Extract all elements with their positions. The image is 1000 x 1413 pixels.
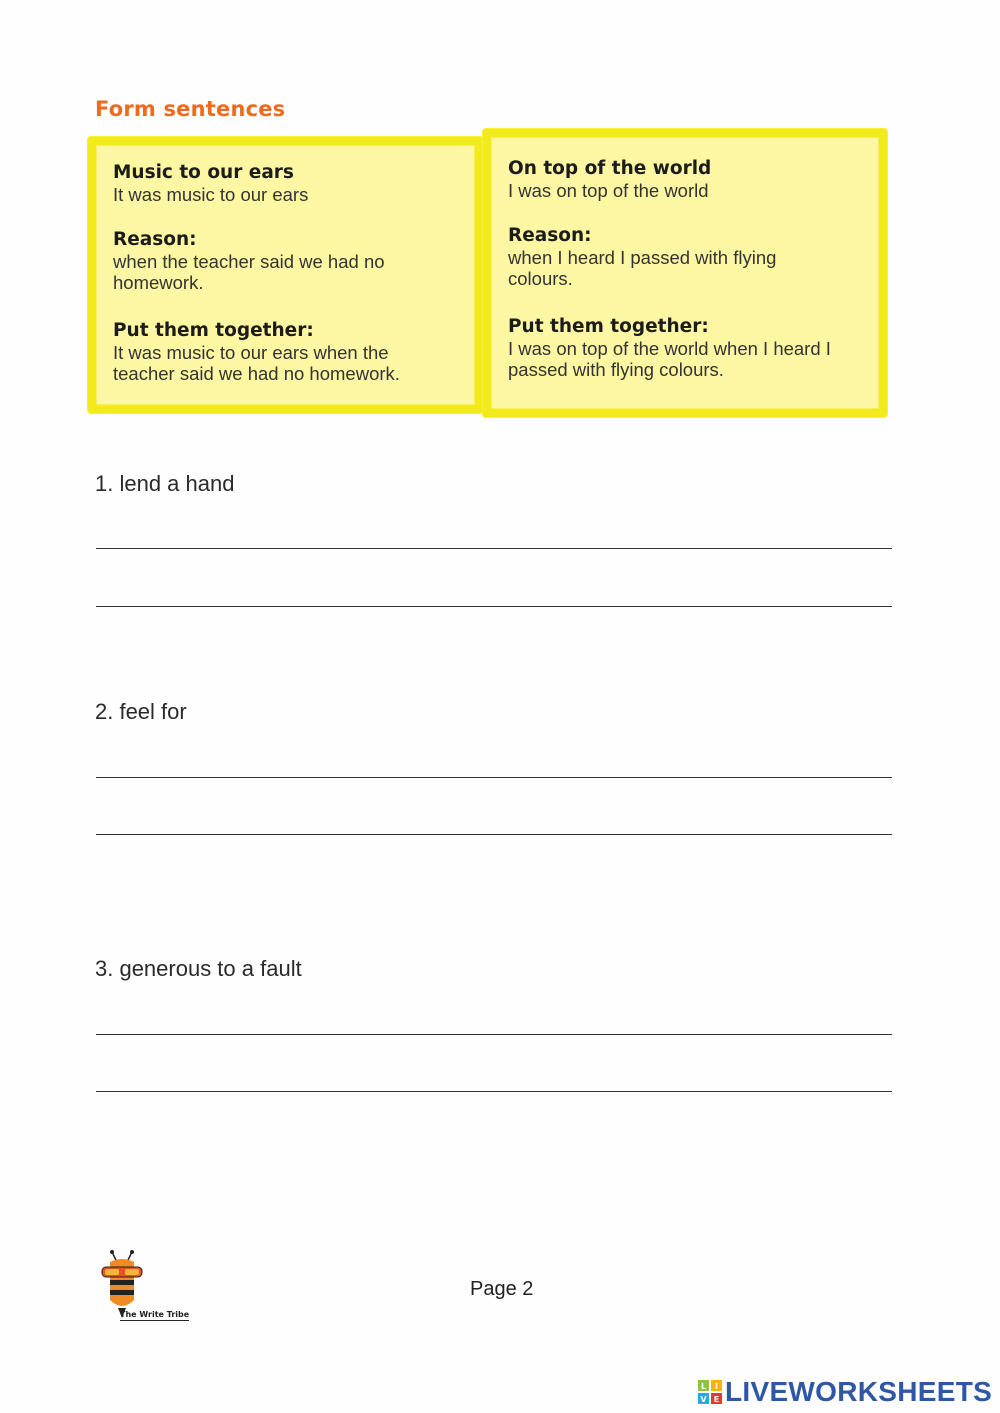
- question-1: 1. lend a hand: [95, 471, 235, 496]
- idiom-sentence: I was on top of the world: [508, 180, 709, 201]
- page-number: Page 2: [470, 1278, 534, 1300]
- answer-line-1a[interactable]: [96, 548, 892, 549]
- together-title: Put them together:: [508, 316, 709, 337]
- idiom-title: On top of the world: [508, 158, 712, 179]
- together-title: Put them together:: [113, 320, 314, 341]
- answer-line-2b[interactable]: [96, 834, 892, 835]
- liveworksheets-watermark[interactable]: [698, 1375, 992, 1409]
- idiom-sentence: It was music to our ears: [113, 184, 309, 205]
- reason-text: when I heard I passed with flying colours.: [508, 247, 777, 289]
- page-title: Form sentences: [95, 97, 286, 121]
- answer-line-3b[interactable]: [96, 1091, 892, 1092]
- logo-letter-l: L: [700, 1382, 707, 1391]
- answer-line-3a[interactable]: [96, 1034, 892, 1035]
- example-box-music-to-our-ears: [88, 137, 483, 413]
- reason-title: Reason:: [508, 225, 592, 246]
- example-box-on-top-of-the-world: [483, 129, 887, 417]
- watermark-text: LIVEWORKSHEETS: [725, 1376, 993, 1407]
- reason-text: when the teacher said we had no homework.: [113, 251, 385, 293]
- logo-letter-v: V: [700, 1395, 707, 1404]
- liveworksheets-logo-icon: [698, 1380, 722, 1404]
- logo-letter-e: E: [713, 1395, 720, 1404]
- together-text: It was music to our ears when the teacher said we had no homework.: [113, 342, 400, 384]
- logo-letter-i: I: [715, 1382, 718, 1391]
- question-3: 3. generous to a fault: [95, 956, 302, 981]
- idiom-title: Music to our ears: [113, 162, 294, 183]
- together-text: I was on top of the world when I heard I passed with flying colours.: [508, 338, 831, 380]
- logo-caption: The Write Tribe: [120, 1310, 190, 1319]
- answer-line-2a[interactable]: [96, 777, 892, 778]
- reason-title: Reason:: [113, 229, 197, 250]
- question-2: 2. feel for: [95, 699, 187, 724]
- answer-line-1b[interactable]: [96, 606, 892, 607]
